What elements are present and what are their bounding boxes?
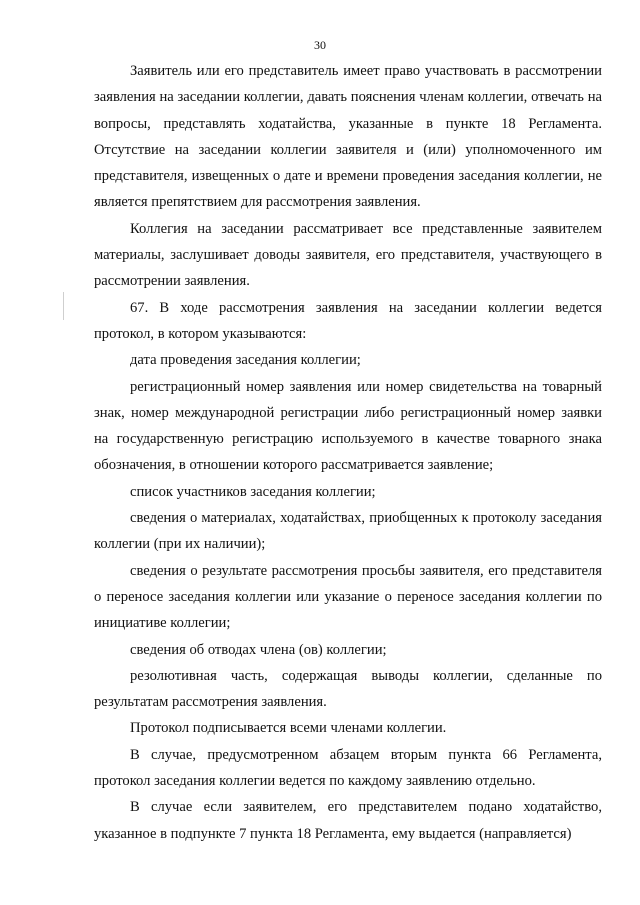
list-item-materials: сведения о материалах, ходатайствах, приобщенных к протоколу заседания коллегии (при их наличии); [94, 510, 602, 553]
paragraph-applicant-rights: Заявитель или его представитель имеет право участвовать в рассмотрении заявления на заседании коллегии, давать пояснения членам коллегии, отвечать на вопросы, представлять ходатайства, указанные в пункте 18 Регламента. Отсутствие на заседании коллегии заявителя и (или) уполномоченного им представителя, извещенных о дате и времени проведения заседания коллегии, не является препятствием для рассмотрения заявления. [94, 63, 602, 211]
paragraph-67-protocol: 67. В ходе рассмотрения заявления на заседании коллегии ведется протокол, в котором указываются: [94, 299, 602, 342]
paragraph-signing: Протокол подписывается всеми членами коллегии. [130, 720, 447, 737]
document-body [94, 58, 602, 847]
paragraph-separate-protocol: В случае, предусмотренном абзацем вторым пункта 66 Регламента, протокол заседания коллегии ведется по каждому заявлению отдельно. [94, 746, 602, 790]
margin-mark [63, 292, 64, 320]
list-item-postponement: сведения о результате рассмотрения просьбы заявителя, его представителя о переносе заседания коллегии или указание о переносе заседания коллегии по инициативе коллегии; [94, 562, 602, 632]
page-number: 30 [314, 38, 326, 52]
list-item-participants: список участников заседания коллегии; [130, 483, 376, 500]
paragraph-petition: В случае если заявителем, его представителем подано ходатайство, указанное в подпункте 7 пункта 18 Регламента, ему выдается (направляется) [94, 799, 602, 842]
list-item-meeting-date: дата проведения заседания коллегии; [130, 352, 361, 369]
list-item-registration-number: регистрационный номер заявления или номер свидетельства на товарный знак, номер международной регистрации либо регистрационный номер заявки на государственную регистрацию используемого в качестве товарного знака обозначения, в отношении которого рассматривается заявление; [94, 378, 602, 474]
paragraph-board-reviews: Коллегия на заседании рассматривает все представленные заявителем материалы, заслушивает доводы заявителя, его представителя, участвующего в рассмотрении заявления. [94, 220, 602, 290]
list-item-resolution: резолютивная часть, содержащая выводы коллегии, сделанные по результатам рассмотрения заявления. [94, 667, 602, 711]
list-item-recusals: сведения об отводах члена (ов) коллегии; [130, 641, 387, 658]
